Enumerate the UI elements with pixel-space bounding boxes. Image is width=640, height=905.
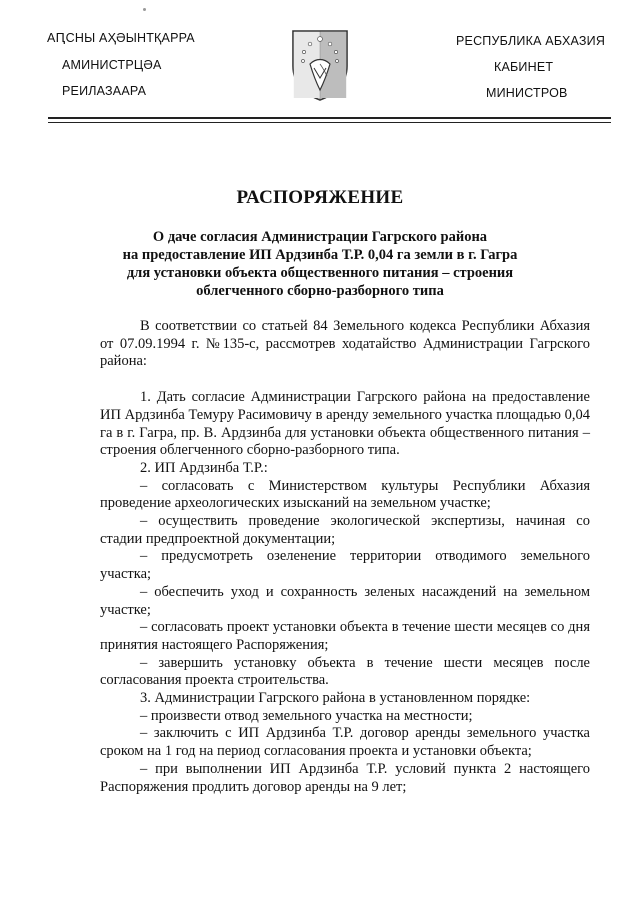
header-right-line1: РЕСПУБЛИКА АБХАЗИЯ [456,34,606,48]
clause-3-item: – при выполнении ИП Ардзинба Т.Р. условий пункта 2 настоящего Распоряжения продлить договор аренды на 9 лет; [100,760,590,795]
subject-line: на предоставление ИП Ардзинба Т.Р. 0,04 га земли в г. Гагра [122,247,518,263]
clause-3-item: – произвести отвод земельного участка на местности; [140,707,473,724]
header-right-line2: КАБИНЕТ [494,60,554,74]
header-divider-thin [48,122,611,123]
clause-2-item: – согласовать проект установки объекта в течение шести месяцев со дня принятия настоящего Распоряжения; [100,619,590,653]
document-type-title: РАСПОРЯЖЕНИЕ [236,187,404,208]
clause-3-heading: 3. Администрации Гагрского района в установленном порядке: [140,690,531,707]
header-left-line1: АԤСНЫ АҲӘЫНТҚАРРА [47,31,195,45]
clause-2-item: – предусмотреть озеленение территории отводимого земельного участка; [100,548,590,583]
header-divider-thick [48,117,611,119]
document-subject [110,228,530,300]
state-emblem-icon [290,28,350,102]
clause-2-heading: 2. ИП Ардзинба Т.Р.: [140,459,268,476]
header-left-line2: АМИНИСТРЦӘА [62,58,162,72]
subject-line: для установки объекта общественного питания – строения [126,265,514,281]
header-right-line3: МИНИСТРОВ [486,86,568,100]
document-body [100,318,590,796]
scan-speck [143,8,146,11]
clause-2-item: – завершить установку объекта в течение шести месяцев после согласования проекта строительства. [100,654,590,689]
clause-2-item: – обеспечить уход и сохранность зеленых насаждений на земельном участке; [100,583,590,618]
subject-line: облегченного сборно-разборного типа [196,283,444,299]
preamble-paragraph: В соответствии со статьей 84 Земельного кодекса Республики Абхазия от 07.09.1994 г. №135-с, рассмотрев ходатайство Администрации Гагрского района: [100,318,590,370]
clause-2-item: – согласовать с Министерством культуры Республики Абхазия проведение археологических изысканий на земельном участке; [100,477,590,512]
clause-3-item: – заключить с ИП Ардзинба Т.Р. договор аренды земельного участка сроком на 1 год на период согласования проекта и установки объекта; [100,725,590,760]
clause-2-item: – осуществить проведение экологической экспертизы, начиная со стадии предпроектной документации; [100,513,590,547]
subject-line: О даче согласия Администрации Гагрского района [152,229,488,245]
clause-1: 1. Дать согласие Администрации Гагрского района на предоставление ИП Ардзинба Темуру Расимовичу в аренду земельного участка площадью 0,04 га в г. Гагра, пр. В. Ардзинба для установки объекта общественного питания – строения облегченного сборно-разборного типа. [100,389,590,459]
header-left-line3: РЕИЛАЗААРА [62,84,147,98]
